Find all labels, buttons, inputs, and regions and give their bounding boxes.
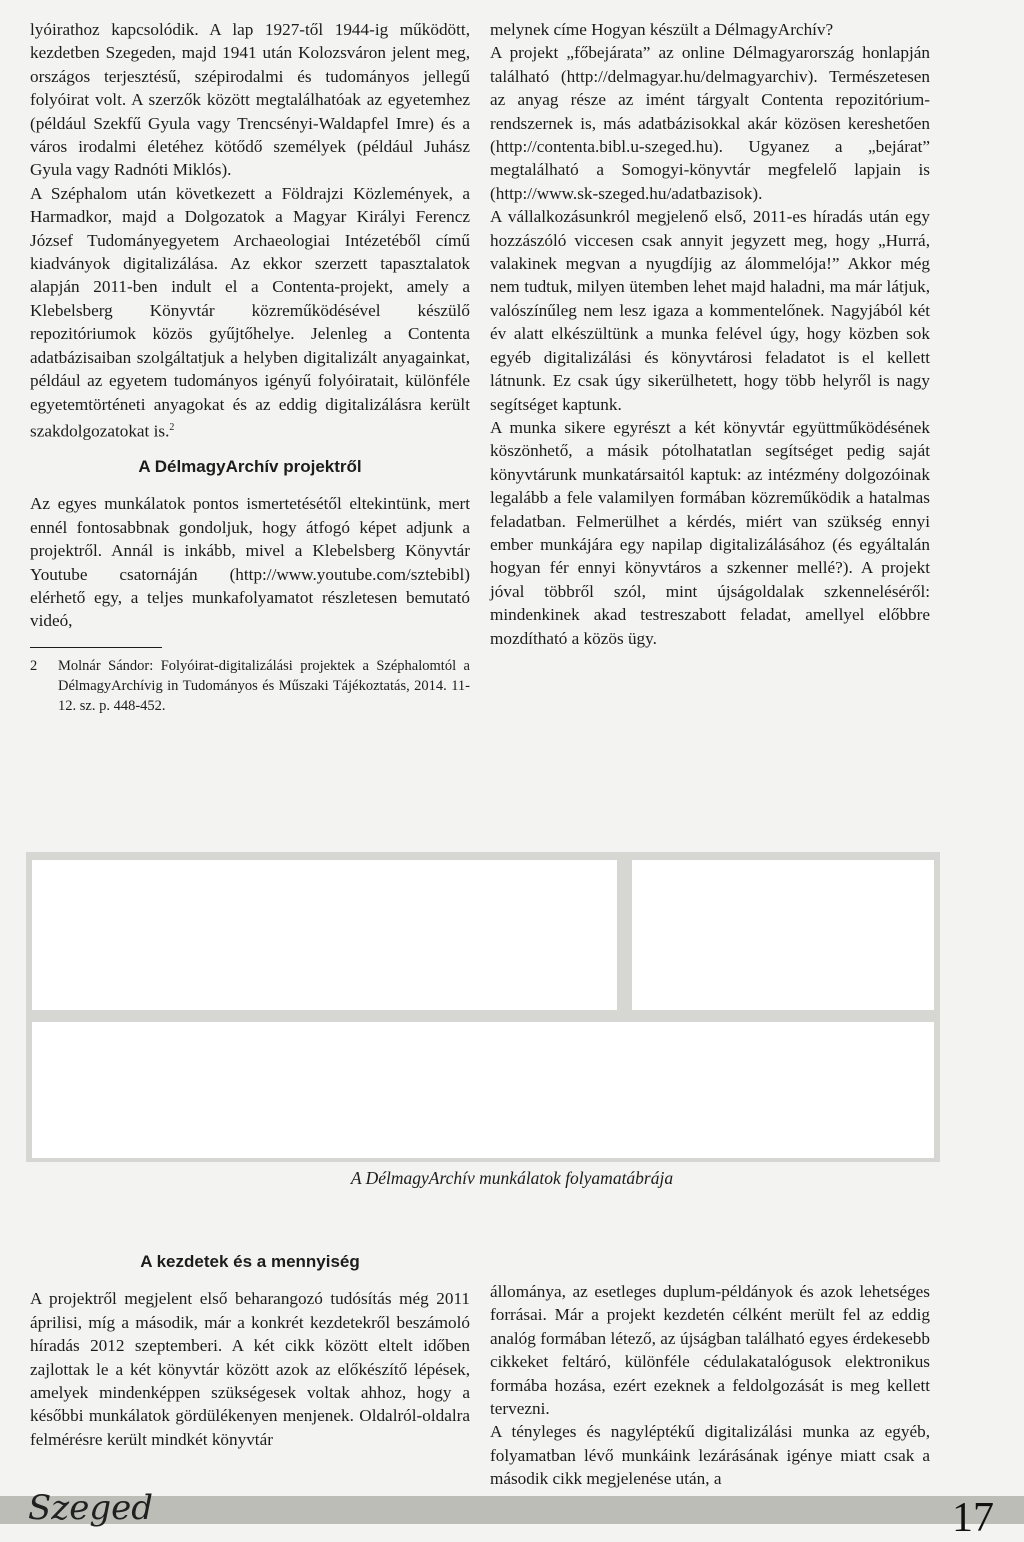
workflow-figure — [26, 852, 940, 1162]
footer-band — [0, 1496, 1024, 1524]
left-paragraph-3: Az egyes munkálatok pontos ismertetésétől eltekintünk, mert ennél fontosabbnak gondoljuk, hogy átfogó képet adjunk a projektről. Annál is inkább, mivel a Klebelsberg Könyvtár Youtube csatornáján (http://www.youtube.com/sztebibl) elérhető egy, a teljes munkafolyamatot részletesen bemutató videó, — [30, 494, 470, 631]
bottom-right-column — [490, 1280, 930, 1491]
bottom-left-paragraph: A projektről megjelent első beharangozó tudósítás még 2011 áprilisi, míg a második, már a konkrét kezdetekről beszámoló híradás 2012 szeptemberi. A két cikk között eltelt időben zajlottak le a két könyvtár között azok az előkészítő lépések, amelyek mindenképpen szükségesek voltak ahhoz, hogy a későbbi munkálatok gördülékenyen menjenek. Oldalról-oldalra felmérésre került mindkét könyvtár — [30, 1289, 470, 1449]
bottom-right-paragraph-1: állománya, az esetleges duplum-példányok és azok lehetséges forrásai. Már a projekt kezdetén célként merült fel az eddig analóg formában létező, az újságban található egyes érdekesebb cikkeket feltáró, különféle cédulakatalógusok elektronikus formába hozása, ezért ezeknek a feldolgozását is meg kellett tervezni. — [490, 1282, 930, 1419]
right-paragraph-1: melynek címe Hogyan készült a DélmagyArchív? — [490, 20, 834, 39]
footnote — [30, 656, 470, 716]
left-paragraph-1: lyóirathoz kapcsolódik. A lap 1927-től 1944-ig működött, kezdetben Szegeden, majd 1941 után Kolozsváron jelent meg, országos terjesztésű, szépirodalmi és tudományos jellegű folyóirat volt. A szerzők között megtalálhatóak az egyetemhez (például Szekfű Gyula vagy Trencsényi-Waldapfel Imre) és a város irodalmi életéhez kötődő személyek (például Juhász Gyula vagy Radnóti Miklós). — [30, 20, 470, 180]
footnote-ref: 2 — [169, 421, 175, 433]
section-heading-delmagyarchiv: A DélmagyArchív projektről — [138, 457, 362, 477]
figure-panel-top-left — [32, 860, 617, 1010]
left-paragraph-2 — [30, 182, 470, 443]
footnote-text: Molnár Sándor: Folyóirat-digitalizálási projektek a Széphalomtól a DélmagyArchívig in Tudományos és Műszaki Tájékoztatás, 2014. 11-12. sz. p. 448-452. — [58, 657, 470, 714]
figure-panel-bottom — [32, 1022, 934, 1158]
left-paragraph-2-text: A Széphalom után következett a Földrajzi Közlemények, a Harmadkor, majd a Dolgozatok a Magyar Királyi Ferencz József Tudományegyetem Archaeologiai Intézetéből című kiadványok digitalizálása. Az ekkor szerzett tapasztalatok alapján 2011-ben indult el a Contenta-projekt, amely a Klebelsberg Könyvtár közreműködésével készülő repozitóriumok közös gyűjtőhelye. Jelenleg a Contenta adatbázisaiban szolgáltatjuk a helyben digitalizált anyagainkat, például az egyetem tudományos igényű folyóiratait, különféle egyetemtörténeti anyagokat és az eddig digitalizálásra került szakdolgozatokat is. — [30, 183, 470, 441]
footnote-rule — [30, 647, 162, 648]
bottom-right-paragraph-2: A tényleges és nagyléptékű digitalizálási munka az egyéb, folyamatban lévő munkáink lezárásának igénye miatt csak a második cikk megjelenése után, a — [490, 1422, 930, 1489]
page-number: 17 — [952, 1495, 994, 1541]
right-paragraph-3: A vállalkozásunkról megjelenő első, 2011-es híradás után egy hozzászóló viccesen csak annyit jegyzett meg, hogy „Hurrá, valakinek megvan a nyugdíjig az álommelója!” Akkor még nem tudtuk, milyen ütemben lehet majd haladni, ma már látjuk, valószínűleg nem lesz igaza a kommentelőnek. Nagyjából két év alatt elkészültünk a munka felével úgy, hogy közben sok egyéb digitalizálási és könyvtárosi feladatot is el kellett látnunk. Ez csak úgy sikerülhetett, hogy több helyről is nagy segítséget kaptunk. — [490, 207, 930, 414]
right-paragraph-4: A munka sikere egyrészt a két könyvtár együttműködésének köszönhető, a másik pótolhatatlan segítséget pedig saját könyvtárunk munkatársaitól kaptuk: az intézmény dolgozóinak legalább a fele valamilyen formában közreműködik a hatalmas feladatban. Felmerülhet a kérdés, miért van szükség ennyi ember munkájára egy napilap digitalizálásához (és egyáltalán hogyan fér ennyi könyvtáros a szkenner mellé?). A projekt jóval többről szól, mint újságoldalak szkenneléséről: mindenkinek akad testreszabott feladat, amellyel előbbre mozdítható a közös ügy. — [490, 417, 930, 648]
figure-panel-top-right — [632, 860, 934, 1010]
left-column — [30, 18, 470, 716]
right-paragraph-2: A projekt „főbejárata” az online Délmagyarország honlapján található (http://delmagyar.hu/delmagyarchiv). Természetesen az anyag része az imént tárgyalt Contenta repozitórium-rendszernek is, más adatbázisokkal akár közösen kereshetően (http://contenta.bibl.u-szeged.hu). Ugyanez a „bejárat” megtalálható a Somogyi-könyvtár megfelelő lapjain is (http://www.sk-szeged.hu/adatbazisok). — [490, 43, 930, 203]
brand-logo: Szeged — [28, 1488, 153, 1528]
right-column — [490, 18, 930, 650]
figure-caption: A DélmagyArchív munkálatok folyamatábrája — [350, 1168, 674, 1188]
footnote-number: 2 — [30, 657, 38, 674]
bottom-left-column — [30, 1190, 470, 1451]
section-heading-kezdetek: A kezdetek és a mennyiség — [140, 1252, 360, 1271]
